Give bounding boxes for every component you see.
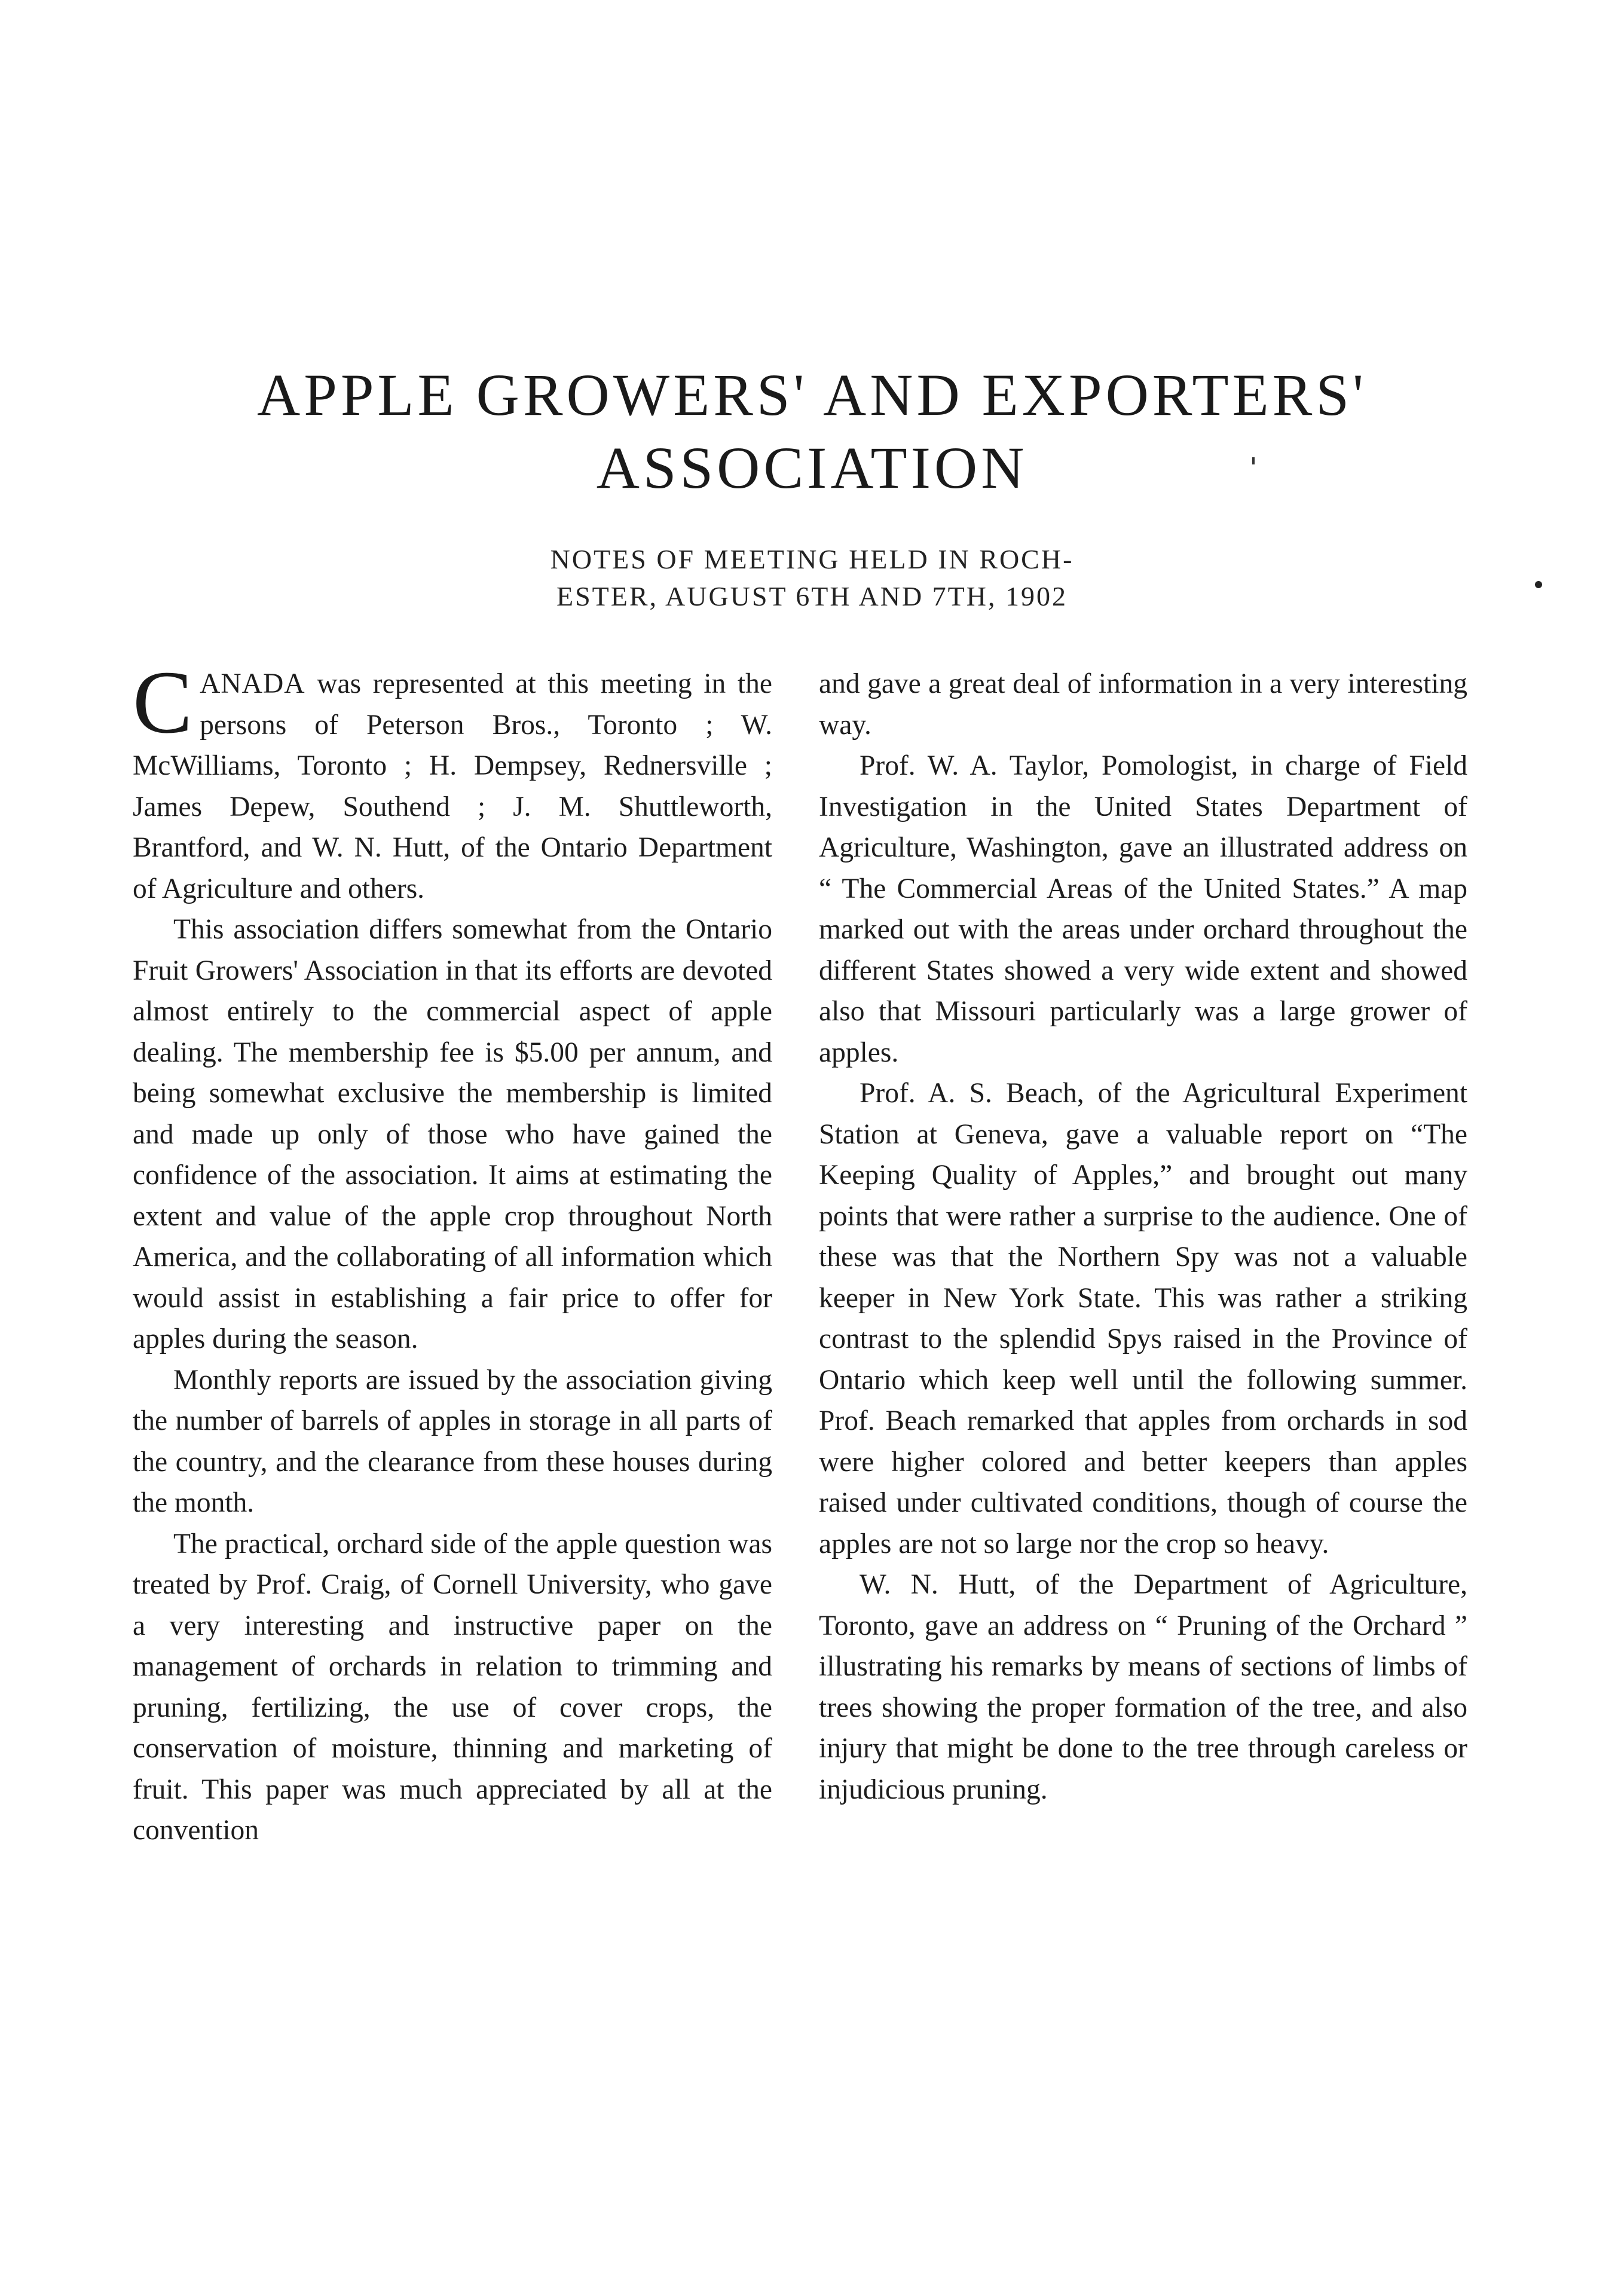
left-column bbox=[133, 653, 772, 1851]
subtitle-line-1: NOTES OF MEETING HELD IN ROCH- bbox=[550, 544, 1074, 574]
right-paragraph-1: and gave a great deal of information in a very interesting way. bbox=[819, 668, 1467, 741]
left-paragraph-1 bbox=[133, 653, 772, 909]
left-paragraph-3: Monthly reports are issued by the association giving the number of barrels of apples in storage in all parts of the country, and the clearance from these houses during the month. bbox=[133, 1364, 772, 1518]
title-line-1: APPLE GROWERS' AND EXPORTERS' bbox=[256, 362, 1367, 428]
title-line-2: ASSOCIATION bbox=[596, 435, 1028, 501]
right-paragraph-2: Prof. W. A. Taylor, Pomologist, in charge of Field Investigation in the United States Department of Agriculture, Washington, gave an illustrated address on “ The Commercial Areas of the United States.” A map marked out with the areas under orchard throughout the different States showed a very wide extent and showed also that Missouri particularly was a large grower of apples. bbox=[819, 750, 1467, 1068]
article-subtitle bbox=[0, 541, 1624, 615]
subtitle-line-2: ESTER, AUGUST 6TH AND 7TH, 1902 bbox=[556, 581, 1068, 611]
lead-word: ANADA bbox=[200, 668, 305, 699]
right-paragraph-4: W. N. Hutt, of the Department of Agriculture, Toronto, gave an address on “ Pruning of the Orchard ” illustrating his remarks by means of sections of limbs of trees showing the proper formation of the tree, and also injury that might be done to the tree through careless or injudicious pruning. bbox=[819, 1569, 1467, 1805]
right-paragraph-3: Prof. A. S. Beach, of the Agricultural Experiment Station at Geneva, gave a valuable report on “The Keeping Quality of Apples,” and brought out many points that were rather a surprise to the audience. One of these was that the Northern Spy was not a valuable keeper in New York State. This was rather a striking contrast to the splendid Spys raised in the Province of Ontario which keep well until the following summer. Prof. Beach remarked that apples from orchards in sod were higher colored and better keepers than apples raised under cultivated conditions, though of course the apples are not so large nor the crop so heavy. bbox=[819, 1078, 1467, 1560]
print-speck bbox=[1252, 457, 1255, 464]
article-title bbox=[0, 359, 1624, 504]
left-paragraph-2: This association differs somewhat from the Ontario Fruit Growers' Association in that its efforts are devoted almost entirely to the commercial aspect of apple dealing. The membership fee is $5.00 per annum, and being somewhat exclusive the membership is limited and made up only of those who have gained the confidence of the association. It aims at estimating the extent and value of the apple crop throughout North America, and the collaborating of all information which would assist in establishing a fair price to offer for apples during the season. bbox=[133, 914, 772, 1354]
right-column bbox=[819, 663, 1467, 1810]
left-paragraph-1-text: was represented at this meeting in the persons of Peterson Bros., Toronto ; W. McWilliams, Toronto ; H. Dempsey, Rednersville ; James Depew, Southend ; J. M. Shuttleworth, Brantford, and W. N. Hutt, of the Ontario Department of Agriculture and others. bbox=[133, 668, 772, 904]
print-dot bbox=[1535, 581, 1542, 588]
left-paragraph-4: The practical, orchard side of the apple question was treated by Prof. Craig, of Cornell University, who gave a very interesting and instructive paper on the management of orchards in relation to trimming and pruning, fertilizing, the use of cover crops, the conservation of moisture, thinning and marketing of fruit. This paper was much appreciated by all at the convention bbox=[133, 1528, 772, 1846]
drop-cap: C bbox=[133, 653, 193, 752]
